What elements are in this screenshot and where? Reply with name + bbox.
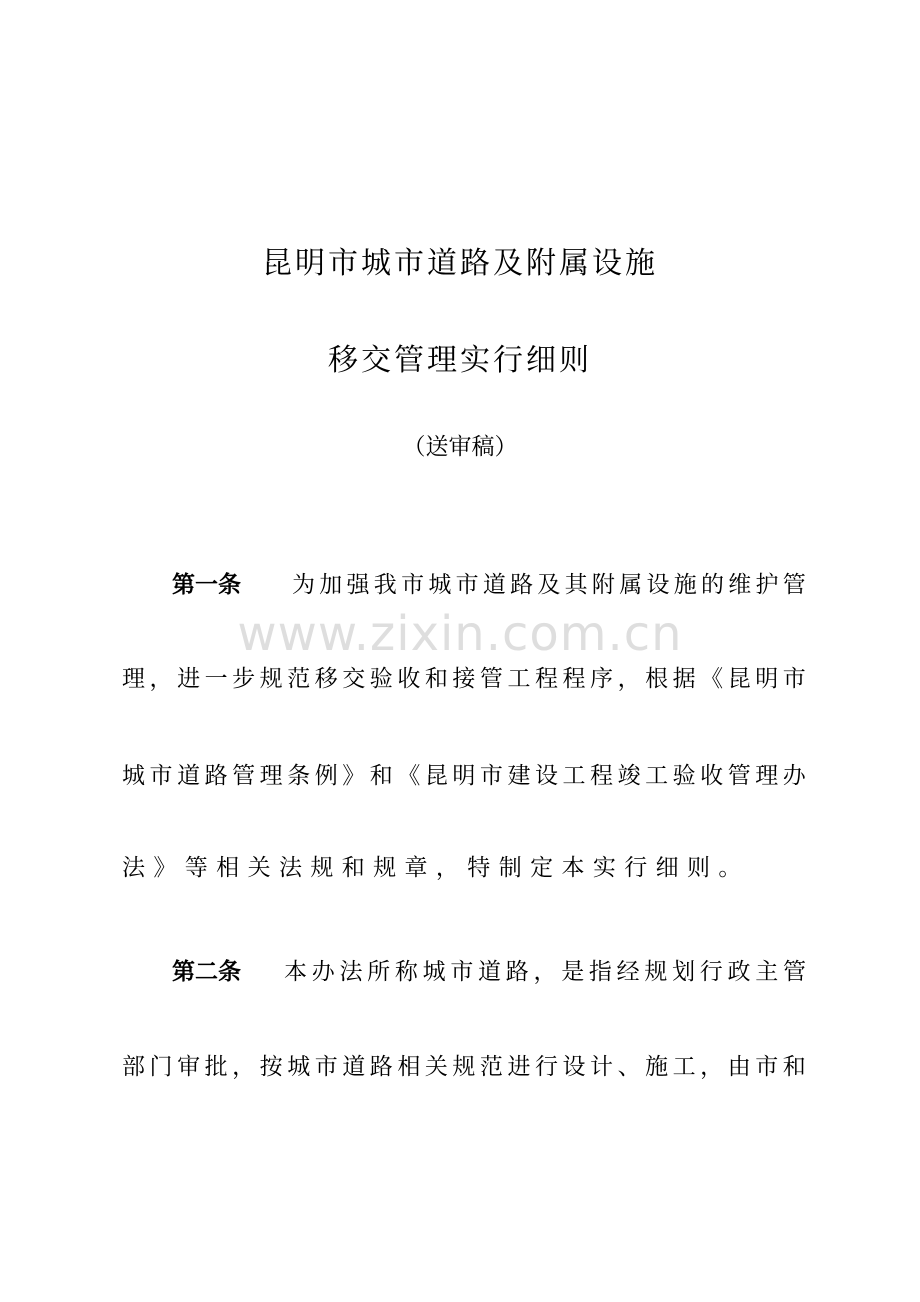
article-2-line-1 <box>122 957 806 987</box>
article-1-text-line-2: 理 ， 进 一 步 规 范 移 交 验 收 和 接 管 工 程 程 序 ， 根 据 《 昆 明 市 <box>122 666 806 692</box>
article-1-line-1 <box>122 570 806 600</box>
article-1-text-line-3: 城 市 道 路 管 理 条 例 》 和 《 昆 明 市 建 设 工 程 竣 工 验 收 管 理 办 <box>122 763 806 789</box>
document-title-line-1: 昆明市城市道路及附属设施 <box>262 246 658 281</box>
article-2-text-line-2: 部 门 审 批 ， 按 城 市 道 路 相 关 规 范 进 行 设 计 、 施 工 ， 由 市 和 <box>122 1054 806 1080</box>
watermark: www.zixin.com.cn <box>237 606 683 662</box>
article-1-text-line-1: 为 加 强 我 市 城 市 道 路 及 其 附 属 设 施 的 维 护 管 <box>292 572 806 598</box>
article-2-text-line-1: 本 办 法 所 称 城 市 道 路 ， 是 指 经 规 划 行 政 主 管 <box>284 959 806 985</box>
article-2-heading: 第二条 <box>172 959 241 985</box>
article-1-heading: 第一条 <box>172 572 241 598</box>
document-title-line-2: 移交管理实行细则 <box>328 343 592 378</box>
article-1-text-line-4: 法 》 等 相 关 法 规 和 规 章 ， 特 制 定 本 实 行 细 则 。 <box>122 855 742 881</box>
document-subtitle: （送审稿） <box>402 434 518 460</box>
